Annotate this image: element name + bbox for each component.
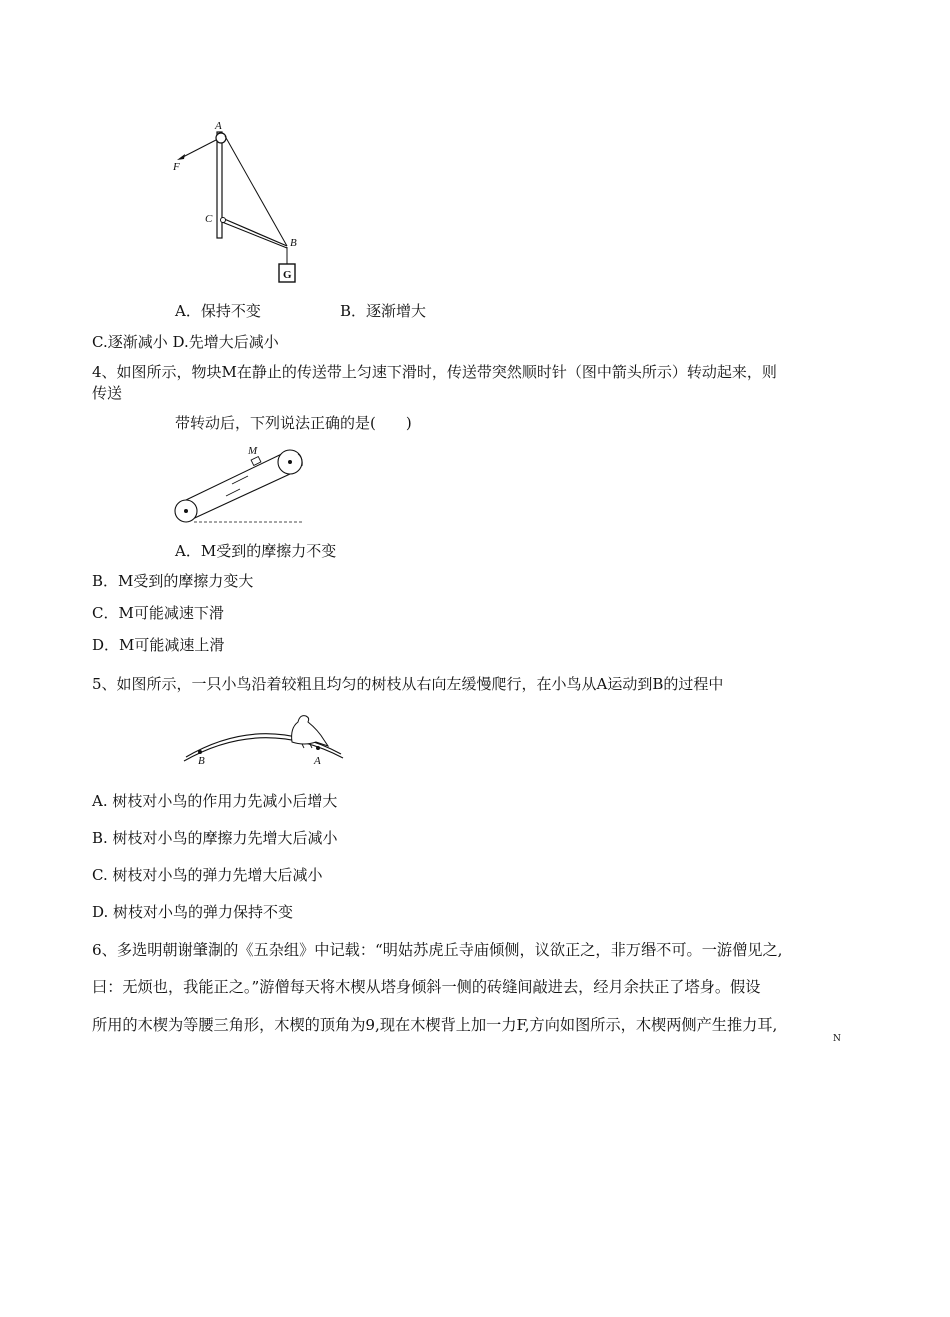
q4-stem-line2: 传送 bbox=[92, 384, 123, 402]
q4-option-c: C．M可能减速下滑 bbox=[92, 604, 224, 622]
label-a: A bbox=[215, 120, 222, 132]
q3-option-b: B．逐渐增大 bbox=[340, 302, 427, 320]
q6-line1: 6、多选明朝谢肇淛的《五杂组》中记载：“明姑苏虎丘寺庙倾侧，议欲正之，非万缗不可。一游僧见之, bbox=[92, 941, 783, 959]
pulley-pole-figure bbox=[165, 118, 315, 290]
label-g: G bbox=[283, 269, 292, 281]
label-c: C bbox=[205, 213, 213, 225]
label-b-point: B bbox=[198, 755, 205, 766]
subscript-n: N bbox=[833, 1034, 841, 1044]
label-m: M bbox=[248, 445, 258, 457]
q5-option-a: A. 树枝对小鸟的作用力先减小后增大 bbox=[92, 792, 338, 810]
q6-line2: 曰：无烦也，我能正之。”游僧每天将木楔从塔身倾斜一侧的砖缝间敲进去，经月余扶正了塔身。假设 bbox=[92, 978, 761, 996]
label-b: B bbox=[290, 237, 297, 249]
q5-stem: 5、如图所示，一只小鸟沿着较粗且均匀的树枝从右向左缓慢爬行，在小鸟从A运动到B的过程中 bbox=[92, 675, 724, 693]
tree-branch-bird-figure bbox=[178, 706, 348, 766]
q6-line3: 所用的木楔为等腰三角形，木楔的顶角为9,现在木楔背上加一力F,方向如图所示，木楔两侧产生推力耳, bbox=[92, 1016, 778, 1034]
q3-option-a: A．保持不变 bbox=[175, 302, 261, 320]
q4-stem-line1: 4、如图所示，物块M在静止的传送带上匀速下滑时，传送带突然顺时针（图中箭头所示）转动起来，则 bbox=[92, 363, 777, 381]
conveyor-belt-figure bbox=[170, 442, 310, 528]
q5-option-c: C. 树枝对小鸟的弹力先增大后减小 bbox=[92, 866, 323, 884]
label-a-point: A bbox=[314, 755, 321, 766]
q5-option-b: B. 树枝对小鸟的摩擦力先增大后减小 bbox=[92, 829, 338, 847]
q4-stem-line3: 带转动后，下列说法正确的是( ) bbox=[175, 414, 412, 432]
q5-option-d: D. 树枝对小鸟的弹力保持不变 bbox=[92, 903, 294, 921]
q4-option-a: A．M受到的摩擦力不变 bbox=[175, 542, 337, 560]
q4-option-d: D．M可能减速上滑 bbox=[92, 636, 225, 654]
q3-option-cd: C.逐渐减小 D.先增大后减小 bbox=[92, 333, 279, 351]
label-f: F bbox=[173, 161, 180, 173]
q4-option-b: B．M受到的摩擦力变大 bbox=[92, 572, 254, 590]
